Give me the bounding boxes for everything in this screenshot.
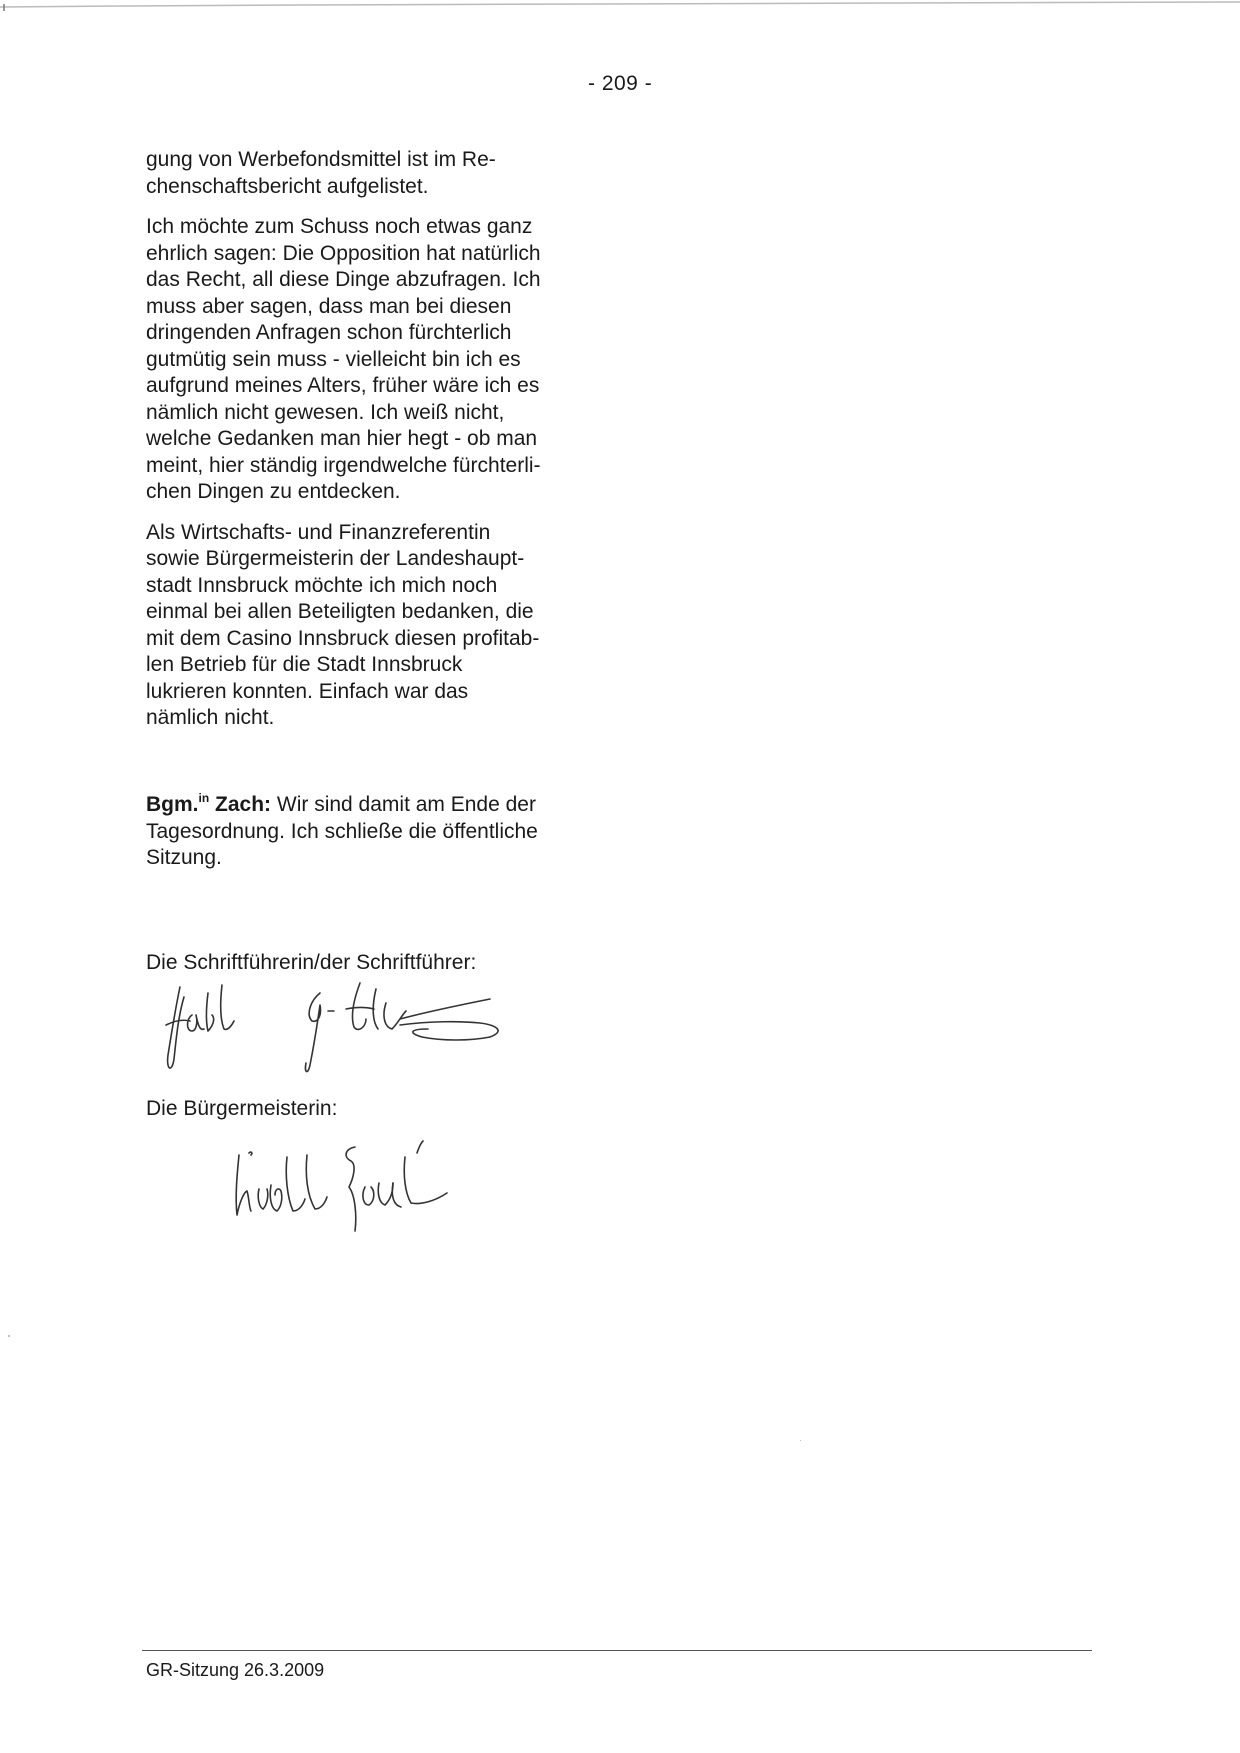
speaker-first-line	[146, 785, 606, 819]
page-number: - 209 -	[588, 72, 653, 95]
text-line: nämlich nicht gewesen. Ich weiß nicht,	[146, 400, 505, 424]
text-line: lukrieren konnten. Einfach war das	[146, 679, 469, 703]
footer-rule	[142, 1650, 1092, 1651]
text-line: mit dem Casino Innsbruck diesen profitab-	[146, 626, 540, 650]
text-line: stadt Innsbruck möchte ich mich noch	[146, 573, 498, 597]
text-line: ehrlich sagen: Die Opposition hat natürlich	[146, 241, 541, 265]
paragraph-1	[146, 147, 606, 200]
text-line: Ich möchte zum Schuss noch etwas ganz	[146, 215, 533, 238]
text-line: das Recht, all diese Dinge abzufragen. Ich	[146, 268, 541, 291]
recorders-label: Die Schriftführerin/der Schriftführer:	[146, 951, 477, 974]
body-text	[146, 147, 606, 746]
text-line: Tagesordnung. Ich schließe die öffentliche	[146, 819, 538, 843]
scan-speck	[8, 1335, 10, 1337]
text-line: Wir sind damit am Ende der	[276, 793, 536, 816]
text-line: len Betrieb für die Stadt Innsbruck	[146, 653, 463, 676]
paragraph-3	[146, 520, 606, 732]
text-line: chen Dingen zu entdecken.	[146, 480, 401, 503]
scan-edge-artifact	[0, 0, 1240, 12]
speaker-title: Bgm.	[146, 793, 199, 816]
text-line: meint, hier ständig irgendwelche fürchterli-	[146, 453, 541, 477]
text-line: nämlich nicht.	[146, 706, 275, 729]
text-line: aufgrund meines Alters, früher wäre ich es	[146, 374, 540, 397]
speaker-statement	[146, 785, 606, 872]
text-line: Als Wirtschafts- und Finanzreferentin	[146, 520, 491, 544]
text-line: einmal bei allen Beteiligten bedanken, die	[146, 600, 534, 623]
mayor-signature	[225, 1135, 505, 1235]
text-line: Sitzung.	[146, 846, 222, 869]
paragraph-2	[146, 214, 606, 506]
recorder-signatures	[160, 975, 540, 1090]
speaker-name: Zach:	[215, 793, 272, 816]
text-line: welche Gedanken man hier hegt - ob man	[146, 427, 538, 450]
mayor-label: Die Bürgermeisterin:	[146, 1097, 338, 1120]
text-line: dringenden Anfragen schon fürchterlich	[146, 321, 512, 344]
text-line: gung von Werbefondsmittel ist im Re-	[146, 148, 496, 171]
speaker-title-suffix: in	[198, 791, 210, 805]
text-line: muss aber sagen, dass man bei diesen	[146, 294, 512, 318]
footer-text: GR-Sitzung 26.3.2009	[146, 1660, 325, 1680]
scan-speck	[800, 1440, 801, 1441]
text-line: gutmütig sein muss - vielleicht bin ich es	[146, 347, 521, 371]
text-line: sowie Bürgermeisterin der Landeshaupt-	[146, 547, 525, 570]
text-line: chenschaftsbericht aufgelistet.	[146, 174, 429, 198]
